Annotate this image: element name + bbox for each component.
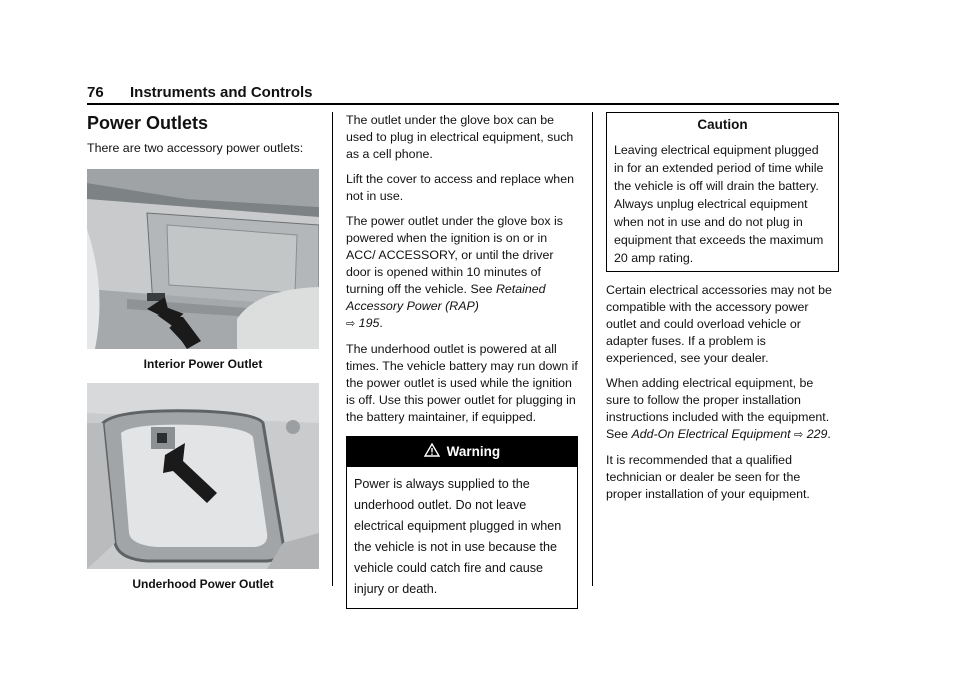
- paragraph-installation-text: When adding electrical equipment, be sure to follow the proper installation instructions included with the equipment. See: [606, 376, 830, 441]
- figure-caption-underhood: Underhood Power Outlet: [132, 577, 274, 591]
- column-1: [87, 112, 319, 603]
- section-heading: Power Outlets: [87, 113, 209, 133]
- page-number: 76: [87, 84, 104, 101]
- column-2: [346, 112, 578, 609]
- caution-title: Caution: [697, 117, 748, 132]
- page-reference-arrow-icon: ⇨: [794, 429, 804, 441]
- column-divider-2: [592, 112, 593, 586]
- page-header: [87, 84, 839, 104]
- paragraph-installation: When adding electrical equipment, be sure to follow the proper installation instructions included with the equipment. See Add-On Electrical Equipment ⇨ 229.: [606, 376, 831, 441]
- rap-page-reference[interactable]: 195: [358, 316, 380, 330]
- warning-triangle-icon: [424, 443, 440, 457]
- page-reference-arrow-icon: ⇨: [346, 318, 356, 330]
- caution-box: [606, 112, 839, 272]
- paragraph-rap: The power outlet under the glove box is powered when the ignition is on or in ACC/ ACCESSORY, or until the driver door is opened within 10 minutes of turning off the vehicle. See Retained Accessory Power (RAP) ⇨ 195.: [346, 214, 563, 330]
- add-on-equipment-link[interactable]: Add-On Electrical Equipment: [631, 427, 791, 441]
- interior-power-outlet-image: [87, 169, 319, 349]
- header-divider: [87, 103, 839, 105]
- add-on-page-reference[interactable]: 229: [806, 427, 828, 441]
- caution-text: Leaving electrical equipment plugged in for an extended period of time while the vehicle is off will drain the battery. Always unplug electrical equipment when not in use and do not plug in equipment that exceeds the maximum 20 amp rating.: [614, 143, 824, 265]
- warning-header: [347, 437, 577, 467]
- underhood-power-outlet-image: [87, 383, 319, 569]
- paragraph-underhood-outlet: The underhood outlet is powered at all times. The vehicle battery may run down if the power outlet is used while the ignition is off. Use this power outlet for plugging in the battery maintainer, if equipped.: [346, 342, 578, 424]
- intro-paragraph: There are two accessory power outlets:: [87, 141, 304, 155]
- paragraph-technician: It is recommended that a qualified technician or dealer be seen for the proper installation of your equipment.: [606, 453, 810, 501]
- paragraph-cover: Lift the cover to access and replace when not in use.: [346, 172, 574, 203]
- figure-caption-interior: Interior Power Outlet: [143, 357, 263, 371]
- rap-reference-link[interactable]: Retained Accessory Power (RAP): [346, 282, 546, 313]
- warning-title: Warning: [446, 444, 501, 459]
- section-title-header: Instruments and Controls: [130, 84, 313, 101]
- warning-text: Power is always supplied to the underhood outlet. Do not leave electrical equipment plugged in when the vehicle is not in use because the vehicle could catch fire and cause injury or death.: [354, 477, 562, 596]
- paragraph-glovebox-outlet: The outlet under the glove box can be used to plug in electrical equipment, such as a cell phone.: [346, 113, 574, 161]
- paragraph-compatibility: Certain electrical accessories may not be compatible with the accessory power outlet and could overload vehicle or adapter fuses. If a problem is experienced, see your dealer.: [606, 283, 832, 365]
- paragraph-rap-text: The power outlet under the glove box is powered when the ignition is on or in ACC/ ACCESSORY, or until the driver door is opened within 10 minutes of turning off the vehicle. See: [346, 214, 563, 296]
- warning-box: [346, 436, 578, 609]
- column-divider-1: [332, 112, 333, 586]
- column-3: [606, 112, 839, 511]
